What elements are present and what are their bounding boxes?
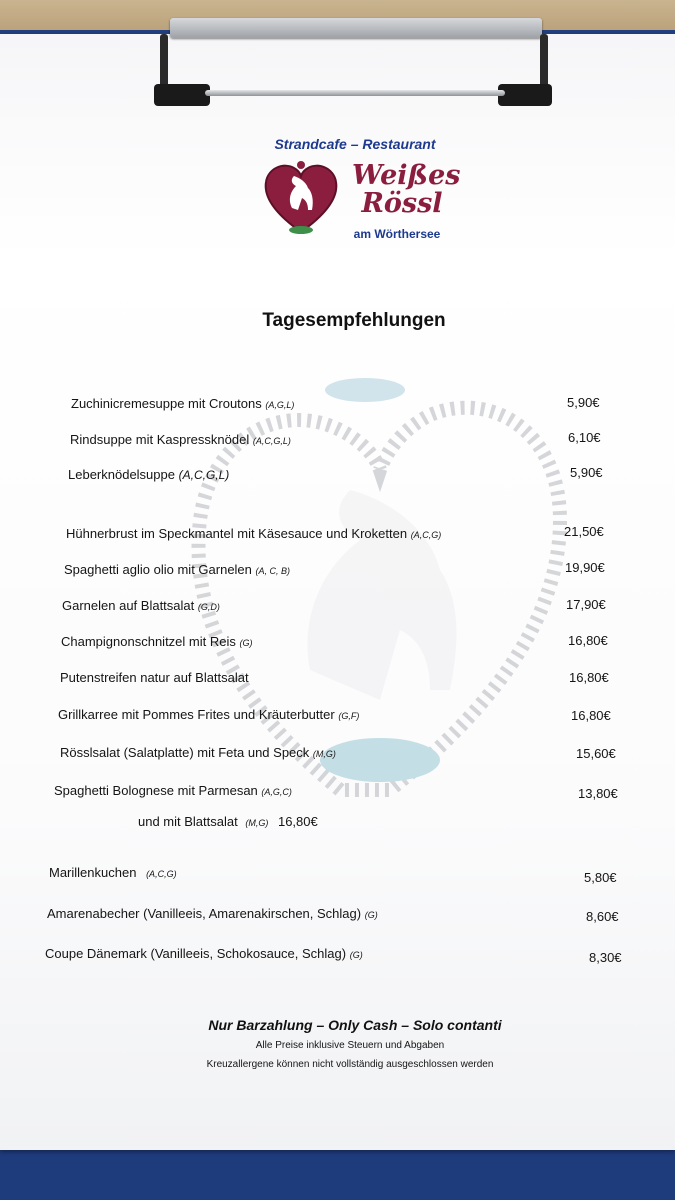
menu-item-allergens: (G) <box>364 910 378 920</box>
menu-item <box>61 634 252 649</box>
menu-item-name: Zuchinicremesuppe mit Croutons <box>71 396 262 411</box>
menu-item <box>49 865 177 880</box>
menu-item <box>71 396 294 411</box>
menu-item <box>64 562 290 577</box>
menu-item-allergens: (A, C, B) <box>255 566 291 576</box>
menu-item-name: Marillenkuchen <box>49 865 137 880</box>
menu-item-name: Grillkarree mit Pommes Frites und Kräuterbutter <box>58 707 335 722</box>
menu-item-price: 5,80€ <box>584 870 617 885</box>
menu-item-price: 8,60€ <box>586 909 619 924</box>
restaurant-tagline: Strandcafe – Restaurant <box>274 136 436 152</box>
menu-item-name: Amarenabecher (Vanilleeis, Amarenakirschen, Schlag) <box>47 906 362 921</box>
menu-item-name: Champignonschnitzel mit Reis <box>61 634 236 649</box>
menu-item-price: 6,10€ <box>568 430 601 445</box>
menu-item-price: 8,30€ <box>589 950 622 965</box>
restaurant-name-line2: Rössl <box>361 188 443 219</box>
menu-item <box>47 906 378 921</box>
menu-item <box>60 745 336 760</box>
menu-item-name: Leberknödelsuppe <box>68 467 175 482</box>
menu-item-allergens: (G) <box>349 950 363 960</box>
restaurant-name-line1: Weißes <box>352 160 461 191</box>
menu-item <box>66 526 441 541</box>
menu-item-allergens: (A,C,G,L) <box>252 436 291 446</box>
menu-item <box>62 598 220 613</box>
menu-item <box>70 432 291 447</box>
allergen-note: Kreuzallergene können nicht vollständig ausgeschlossen werden <box>206 1059 494 1070</box>
clip-right-foot <box>498 84 552 106</box>
menu-item-allergens: (A,C,G) <box>146 869 177 879</box>
menu-item-allergens: (A,G,L) <box>265 400 295 410</box>
menu-item-name: Spaghetti Bolognese mit Parmesan <box>54 783 258 798</box>
menu-item <box>68 467 229 482</box>
menu-item-allergens: (A,C,G,L) <box>178 468 230 482</box>
menu-item-variant <box>138 814 318 829</box>
menu-item-allergens: (G) <box>239 638 253 648</box>
menu-item-price: 21,50€ <box>564 524 604 539</box>
menu-item-name: Putenstreifen natur auf Blattsalat <box>60 670 249 685</box>
menu-title: Tagesempfehlungen <box>262 310 446 331</box>
menu-item-price: 16,80€ <box>568 633 608 648</box>
menu-item-allergens: (A,C,G) <box>410 530 442 540</box>
menu-item-allergens: (G,F) <box>338 711 360 721</box>
menu-item-allergens: (M,G) <box>245 818 269 828</box>
clip-rod <box>205 90 505 96</box>
menu-item-allergens: (A,G,C) <box>261 787 292 797</box>
menu-item <box>58 707 359 722</box>
clip-right-wire <box>540 34 548 90</box>
menu-item-name: Hühnerbrust im Speckmantel mit Käsesauce und Kroketten <box>66 526 408 541</box>
menu-item <box>54 783 292 798</box>
clip-left-wire <box>160 34 168 90</box>
menu-item-price: 17,90€ <box>566 597 606 612</box>
menu-item-price: 13,80€ <box>578 786 618 801</box>
menu-item <box>45 946 363 961</box>
menu-item-name: Spaghetti aglio olio mit Garnelen <box>64 562 252 577</box>
clip-top-bar <box>170 18 542 38</box>
menu-item-price: 5,90€ <box>570 465 603 480</box>
menu-item-price: 5,90€ <box>567 395 600 410</box>
menu-item-name: Rösslsalat (Salatplatte) mit Feta und Speck <box>60 745 310 760</box>
menu-item-price: 15,60€ <box>576 746 616 761</box>
menu-item <box>60 670 249 685</box>
menu-item-price: 19,90€ <box>565 560 605 575</box>
heart-horse-logo-icon <box>262 158 340 238</box>
menu-item-allergens: (G,D) <box>197 602 220 612</box>
menu-item-name: Rindsuppe mit Kaspressknödel <box>70 432 250 447</box>
menu-item-price: 16,80€ <box>571 708 611 723</box>
restaurant-location: am Wörthersee <box>353 227 441 241</box>
payment-note: Nur Barzahlung – Only Cash – Solo contanti <box>208 1017 502 1033</box>
restaurant-name <box>352 160 461 219</box>
menu-item-name: Garnelen auf Blattsalat <box>62 598 195 613</box>
menu-item-price: 16,80€ <box>277 814 318 829</box>
price-note: Alle Preise inklusive Steuern und Abgaben <box>255 1040 445 1051</box>
menu-item-name: und mit Blattsalat <box>138 814 238 829</box>
clip-left-foot <box>154 84 210 106</box>
menu-item-allergens: (M,G) <box>312 749 336 759</box>
menu-item-price: 16,80€ <box>569 670 609 685</box>
menu-item-name: Coupe Dänemark (Vanilleeis, Schokosauce, Schlag) <box>45 946 347 961</box>
